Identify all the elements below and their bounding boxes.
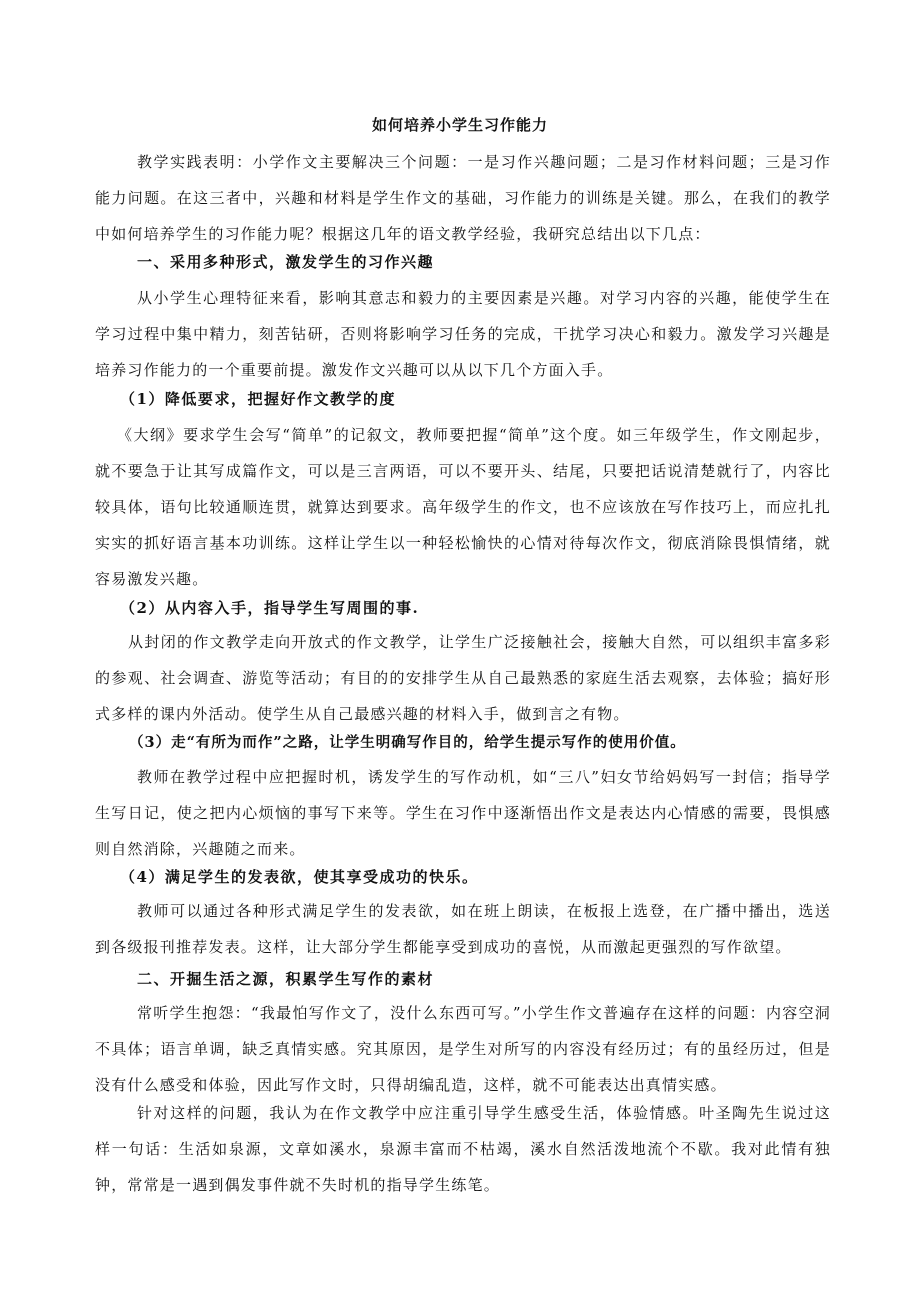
- document-title: 如何培养小学生习作能力: [371, 116, 548, 134]
- section-2-heading: 二、开掘生活之源，积累学生写作的素材: [137, 970, 435, 988]
- subsection-1-paragraph: 《大纲》要求学生会写“简单”的记叙文，教师要把握“简单”这个度。如三年级学生，作文刚起步，就不要急于让其写成篇作文，可以是三言两语，可以不要开头、结尾，只要把话说清楚就行了，内容比较具体，语句比较通顺连贯，就算达到要求。高年级学生的作文，也不应该放在写作技巧上，而应扎扎实实的抓好语言基本功训练。这样让学生以一种轻松愉快的心情对待每次作文，彻底消除畏惧情绪，就容易激发兴趣。: [95, 426, 831, 588]
- subsection-3-heading: （3）走“有所为而作”之路，让学生明确写作目的，给学生提示写作的使用价值。: [129, 734, 686, 751]
- section-2-paragraph-1: 常听学生抱怨：“我最怕写作文了，没什么东西可写。”小学生作文普遍存在这样的问题：内容空洞不具体；语言单调，缺乏真情实感。究其原因，是学生对所写的内容没有经历过；有的虽经历过，但是没有什么感受和体验，因此写作文时，只得胡编乱造，这样，就不可能表达出真情实感。: [95, 1004, 831, 1094]
- subsection-3-paragraph: 教师在教学过程中应把握时机，诱发学生的写作动机，如“三八”妇女节给妈妈写一封信；指导学生写日记，使之把内心烦恼的事写下来等。学生在习作中逐渐悟出作文是表达内心情感的需要，畏惧感则自然消除，兴趣随之而来。: [95, 768, 831, 858]
- section-1-heading: 一、采用多种形式，激发学生的习作兴趣: [137, 253, 435, 271]
- subsection-2-paragraph: 从封闭的作文教学走向开放式的作文教学，让学生广泛接触社会，接触大自然，可以组织丰富多彩的参观、社会调查、游览等活动；有目的的安排学生从自己最熟悉的家庭生活去观察，去体验；搞好形式多样的课内外活动。使学生从自己最感兴趣的材料入手，做到言之有物。: [95, 633, 831, 723]
- section-2-paragraph-2: 针对这样的问题，我认为在作文教学中应注重引导学生感受生活，体验情感。叶圣陶先生说过这样一句话：生活如泉源，文章如溪水，泉源丰富而不枯竭，溪水自然活泼地流个不歇。我对此情有独钟，常常是一遇到偶发事件就不失时机的指导学生练笔。: [95, 1104, 831, 1194]
- subsection-2-heading: （2）从内容入手，指导学生写周围的事.: [120, 599, 420, 617]
- intro-paragraph: 教学实践表明：小学作文主要解决三个问题：一是习作兴趣问题；二是习作材料问题；三是习作能力问题。在这三者中，兴趣和材料是学生作文的基础，习作能力的训练是关键。那么，在我们的教学中如何培养学生的习作能力呢？根据这几年的语文教学经验，我研究总结出以下几点：: [95, 153, 831, 243]
- section-1-paragraph: 从小学生心理特征来看，影响其意志和毅力的主要因素是兴趣。对学习内容的兴趣，能使学生在学习过程中集中精力，刻苦钻研，否则将影响学习任务的完成，干扰学习决心和毅力。激发学习兴趣是培养习作能力的一个重要前提。激发作文兴趣可以从以下几个方面入手。: [95, 289, 831, 379]
- subsection-4-heading: （4）满足学生的发表欲，使其享受成功的快乐。: [120, 868, 479, 886]
- subsection-1-heading: （1）降低要求，把握好作文教学的度: [120, 390, 396, 408]
- subsection-4-paragraph: 教师可以通过各种形式满足学生的发表欲，如在班上朗读，在板报上选登，在广播中播出，选送到各级报刊推荐发表。这样，让大部分学生都能享受到成功的喜悦，从而激起更强烈的写作欲望。: [95, 902, 831, 956]
